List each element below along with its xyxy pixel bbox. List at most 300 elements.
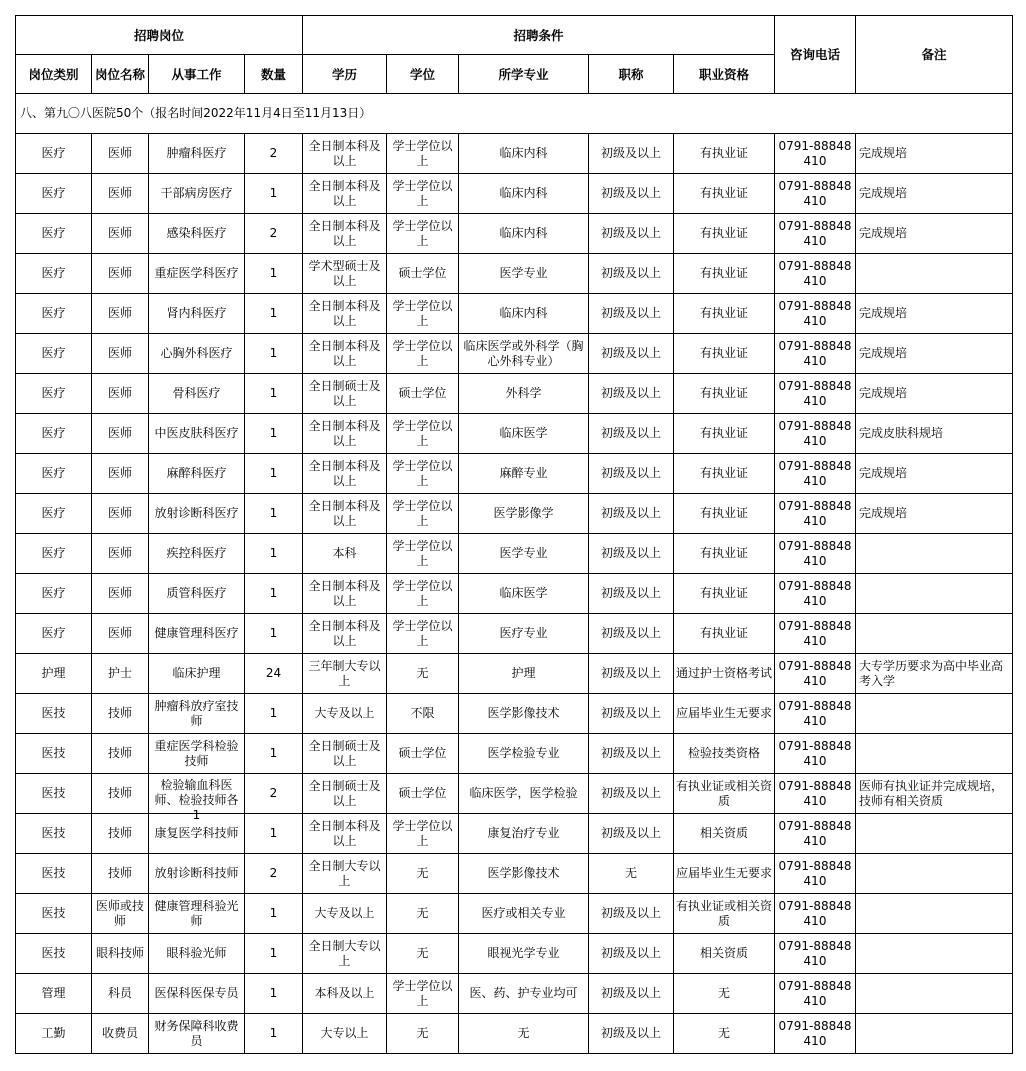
cell-count-text: 1: [269, 346, 278, 360]
cell-remark: [856, 334, 1013, 374]
cell-work-text: 麻醉科医疗: [166, 466, 227, 480]
cell-remark: [856, 894, 1013, 934]
cell-count: [245, 934, 303, 974]
cell-category: [16, 894, 92, 934]
cell-qualification-text: 有执业证: [699, 266, 748, 280]
cell-major: [459, 654, 589, 694]
cell-education: [303, 374, 387, 414]
cell-post: [92, 734, 149, 774]
cell-remark: [856, 534, 1013, 574]
cell-education-text: 全日制本科及以上: [308, 218, 381, 248]
cell-qualification: [674, 214, 775, 254]
cell-remark-text: 完成规培: [859, 306, 908, 320]
cell-title-text: 初级及以上: [600, 546, 661, 560]
cell-remark: [856, 574, 1013, 614]
cell-remark: [856, 1014, 1013, 1054]
cell-work: [149, 494, 245, 534]
cell-title: [589, 334, 674, 374]
cell-degree: [387, 654, 459, 694]
cell-degree-text: 学士学位以上: [392, 578, 453, 608]
cell-degree: [387, 974, 459, 1014]
cell-degree-text: 无: [416, 666, 429, 680]
cell-post: [92, 774, 149, 814]
cell-count: [245, 334, 303, 374]
cell-title: [589, 374, 674, 414]
header-qualification: 职业资格: [674, 55, 775, 94]
cell-category: [16, 614, 92, 654]
cell-count-text: 1: [269, 306, 278, 320]
cell-work-text: 骨科医疗: [172, 386, 221, 400]
cell-title-text: 初级及以上: [600, 266, 661, 280]
cell-category: [16, 974, 92, 1014]
cell-category-text: 医技: [41, 706, 66, 720]
cell-title: [589, 574, 674, 614]
cell-title-text: 初级及以上: [600, 746, 661, 760]
cell-remark-text: 完成规培: [859, 466, 908, 480]
cell-phone-text: 0791-88848410: [778, 538, 852, 568]
cell-work: [149, 654, 245, 694]
cell-post: [92, 294, 149, 334]
cell-major: [459, 574, 589, 614]
cell-major-text: 无: [517, 1026, 530, 1040]
cell-qualification-text: 有执业证或相关资质: [676, 898, 773, 928]
cell-phone-text: 0791-88848410: [778, 298, 852, 328]
cell-phone: [775, 414, 856, 454]
cell-work: [149, 574, 245, 614]
cell-qualification-text: 无: [717, 986, 730, 1000]
cell-education: [303, 574, 387, 614]
cell-major-text: 医、药、护专业均可: [469, 986, 578, 1000]
cell-category: [16, 174, 92, 214]
cell-title: [589, 774, 674, 814]
cell-remark: [856, 134, 1013, 174]
cell-post: [92, 254, 149, 294]
cell-phone-text: 0791-88848410: [778, 698, 852, 728]
cell-post: [92, 414, 149, 454]
cell-phone: [775, 534, 856, 574]
cell-education: [303, 694, 387, 734]
cell-education: [303, 494, 387, 534]
cell-remark: [856, 294, 1013, 334]
cell-count-text: 1: [269, 906, 278, 920]
cell-category-text: 医疗: [41, 266, 66, 280]
cell-category: [16, 854, 92, 894]
header-title: 职称: [589, 55, 674, 94]
cell-title: [589, 254, 674, 294]
cell-phone-text: 0791-88848410: [778, 418, 852, 448]
cell-degree-text: 学士学位以上: [392, 618, 453, 648]
cell-education: [303, 454, 387, 494]
cell-qualification-text: 有执业证: [699, 186, 748, 200]
cell-remark-text: 完成规培: [859, 186, 908, 200]
cell-category: [16, 934, 92, 974]
cell-category: [16, 534, 92, 574]
cell-post-text: 收费员: [101, 1026, 138, 1040]
cell-qualification: [674, 734, 775, 774]
cell-post: [92, 694, 149, 734]
cell-count: [245, 454, 303, 494]
cell-post: [92, 854, 149, 894]
cell-degree-text: 学士学位以上: [392, 218, 453, 248]
cell-title: [589, 494, 674, 534]
cell-qualification: [674, 174, 775, 214]
cell-work: [149, 174, 245, 214]
cell-major: [459, 894, 589, 934]
cell-major: [459, 134, 589, 174]
cell-education-text: 三年制大专以上: [308, 658, 381, 688]
table-row: [16, 374, 1013, 414]
cell-remark-text: 医师有执业证并完成规培，技师有相关资质: [859, 778, 1004, 808]
cell-count-text: 1: [269, 386, 278, 400]
cell-title-text: 初级及以上: [600, 706, 661, 720]
cell-degree-text: 学士学位以上: [392, 178, 453, 208]
cell-phone-text: 0791-88848410: [778, 1018, 852, 1048]
cell-post: [92, 1014, 149, 1054]
cell-major-text: 外科学: [505, 386, 542, 400]
cell-count: [245, 494, 303, 534]
cell-work: [149, 854, 245, 894]
cell-education-text: 全日制硕士及以上: [308, 738, 381, 768]
cell-remark: [856, 174, 1013, 214]
cell-category-text: 管理: [41, 986, 66, 1000]
cell-phone-text: 0791-88848410: [778, 178, 852, 208]
cell-count-text: 1: [269, 746, 278, 760]
cell-phone: [775, 894, 856, 934]
cell-qualification: [674, 614, 775, 654]
cell-remark-text: 大专学历要求为高中毕业高考入学: [859, 658, 1004, 688]
cell-degree: [387, 254, 459, 294]
table-row: [16, 494, 1013, 534]
cell-education: [303, 1014, 387, 1054]
cell-category: [16, 734, 92, 774]
cell-education: [303, 134, 387, 174]
cell-category: [16, 134, 92, 174]
cell-title-text: 初级及以上: [600, 826, 661, 840]
cell-education-text: 全日制硕士及以上: [308, 778, 381, 808]
cell-post-text: 医师: [107, 186, 132, 200]
cell-education-text: 全日制硕士及以上: [308, 378, 381, 408]
cell-major: [459, 334, 589, 374]
cell-major-text: 医疗或相关专业: [481, 906, 566, 920]
cell-count: [245, 694, 303, 734]
cell-count: [245, 654, 303, 694]
cell-education-text: 学术型硕士及以上: [308, 258, 381, 288]
cell-remark: [856, 214, 1013, 254]
cell-major-text: 临床内科: [499, 186, 548, 200]
header-major: 所学专业: [459, 55, 589, 94]
cell-phone-text: 0791-88848410: [778, 978, 852, 1008]
cell-post: [92, 174, 149, 214]
cell-qualification-text: 有执业证: [699, 346, 748, 360]
cell-education: [303, 174, 387, 214]
cell-phone: [775, 774, 856, 814]
table-row: [16, 934, 1013, 974]
cell-title-text: 初级及以上: [600, 226, 661, 240]
cell-work: [149, 254, 245, 294]
cell-education: [303, 614, 387, 654]
cell-education: [303, 894, 387, 934]
cell-category-text: 医疗: [41, 626, 66, 640]
cell-category-text: 医技: [41, 786, 66, 800]
cell-remark: [856, 654, 1013, 694]
cell-title-text: 初级及以上: [600, 786, 661, 800]
cell-major: [459, 814, 589, 854]
cell-count-text: 1: [269, 426, 278, 440]
cell-phone: [775, 254, 856, 294]
cell-major-text: 医学影像技术: [487, 706, 560, 720]
cell-phone: [775, 574, 856, 614]
cell-category-text: 医疗: [41, 546, 66, 560]
cell-qualification: [674, 974, 775, 1014]
cell-qualification: [674, 654, 775, 694]
cell-work: [149, 534, 245, 574]
cell-title: [589, 1014, 674, 1054]
cell-major: [459, 294, 589, 334]
cell-title-text: 初级及以上: [600, 626, 661, 640]
cell-major: [459, 694, 589, 734]
cell-title: [589, 654, 674, 694]
cell-post-text: 技师: [107, 866, 132, 880]
cell-work-text: 放射诊断科医疗: [154, 506, 239, 520]
cell-category-text: 工勤: [41, 1026, 66, 1040]
cell-phone: [775, 334, 856, 374]
cell-title: [589, 894, 674, 934]
header-phone: 咨询电话: [775, 16, 856, 94]
cell-category-text: 医疗: [41, 346, 66, 360]
cell-degree-text: 无: [416, 866, 429, 880]
cell-phone-text: 0791-88848410: [778, 618, 852, 648]
cell-remark: [856, 734, 1013, 774]
cell-work-text: 健康管理科医疗: [154, 626, 239, 640]
cell-work: [149, 334, 245, 374]
cell-major: [459, 974, 589, 1014]
cell-education: [303, 254, 387, 294]
cell-phone-text: 0791-88848410: [778, 258, 852, 288]
cell-work-text: 放射诊断科技师: [154, 866, 239, 880]
cell-qualification: [674, 1014, 775, 1054]
cell-count-text: 1: [269, 1026, 278, 1040]
cell-count: [245, 214, 303, 254]
cell-title: [589, 934, 674, 974]
cell-qualification-text: 应届毕业生无要求: [676, 706, 773, 720]
cell-category-text: 医疗: [41, 306, 66, 320]
cell-major-text: 眼视光学专业: [487, 946, 560, 960]
cell-count-text: 1: [269, 506, 278, 520]
cell-count-text: 1: [269, 466, 278, 480]
cell-count-text: 1: [269, 626, 278, 640]
cell-title: [589, 734, 674, 774]
cell-qualification: [674, 694, 775, 734]
cell-qualification: [674, 574, 775, 614]
cell-major-text: 康复治疗专业: [487, 826, 560, 840]
cell-post-text: 医师: [107, 586, 132, 600]
cell-title: [589, 214, 674, 254]
cell-phone-text: 0791-88848410: [778, 138, 852, 168]
cell-count-text: 2: [269, 866, 278, 880]
cell-degree: [387, 334, 459, 374]
cell-post-text: 技师: [107, 786, 132, 800]
cell-remark: [856, 374, 1013, 414]
cell-education-text: 全日制大专以上: [308, 858, 381, 888]
cell-phone: [775, 174, 856, 214]
cell-work-text: 健康管理科验光师: [154, 898, 239, 928]
cell-education-text: 本科: [332, 546, 357, 560]
cell-education-text: 全日制本科及以上: [308, 418, 381, 448]
cell-major: [459, 854, 589, 894]
cell-education: [303, 854, 387, 894]
cell-major-text: 临床医学或外科学（胸心外科专业）: [463, 338, 584, 368]
cell-post-text: 医师: [107, 466, 132, 480]
cell-title-text: 初级及以上: [600, 466, 661, 480]
cell-education-text: 全日制本科及以上: [308, 818, 381, 848]
cell-major: [459, 174, 589, 214]
cell-phone: [775, 134, 856, 174]
cell-post-text: 医师: [107, 346, 132, 360]
cell-post: [92, 534, 149, 574]
header-degree: 学位: [387, 55, 459, 94]
cell-education-text: 全日制本科及以上: [308, 178, 381, 208]
cell-degree: [387, 134, 459, 174]
cell-work: [149, 1014, 245, 1054]
cell-qualification-text: 检验技类资格: [687, 746, 760, 760]
cell-remark: [856, 494, 1013, 534]
cell-qualification: [674, 494, 775, 534]
cell-category-text: 医技: [41, 946, 66, 960]
cell-remark: [856, 774, 1013, 814]
cell-major-text: 临床医学: [499, 586, 548, 600]
cell-category-text: 医疗: [41, 386, 66, 400]
cell-qualification: [674, 934, 775, 974]
cell-category-text: 医技: [41, 746, 66, 760]
cell-degree: [387, 214, 459, 254]
cell-phone-text: 0791-88848410: [778, 938, 852, 968]
cell-category-text: 医疗: [41, 226, 66, 240]
cell-title-text: 初级及以上: [600, 306, 661, 320]
cell-remark: [856, 814, 1013, 854]
table-row: [16, 734, 1013, 774]
header-remark: 备注: [856, 16, 1013, 94]
cell-degree: [387, 934, 459, 974]
cell-count: [245, 374, 303, 414]
header-count: 数量: [245, 55, 303, 94]
cell-degree-text: 学士学位以上: [392, 418, 453, 448]
cell-degree-text: 学士学位以上: [392, 818, 453, 848]
cell-qualification-text: 有执业证: [699, 146, 748, 160]
cell-count: [245, 854, 303, 894]
cell-degree: [387, 614, 459, 654]
cell-work: [149, 694, 245, 734]
cell-degree: [387, 414, 459, 454]
cell-work-text: 临床护理: [172, 666, 221, 680]
cell-work: [149, 374, 245, 414]
cell-category: [16, 574, 92, 614]
cell-education: [303, 534, 387, 574]
table-row: [16, 614, 1013, 654]
cell-remark-text: 完成规培: [859, 146, 908, 160]
cell-qualification-text: 通过护士资格考试: [676, 666, 773, 680]
table-row: [16, 854, 1013, 894]
cell-major: [459, 214, 589, 254]
cell-post-text: 医师: [107, 426, 132, 440]
cell-phone: [775, 734, 856, 774]
table-row: [16, 574, 1013, 614]
cell-title: [589, 614, 674, 654]
cell-post: [92, 814, 149, 854]
cell-work-text: 质管科医疗: [166, 586, 227, 600]
cell-post: [92, 974, 149, 1014]
cell-phone: [775, 974, 856, 1014]
cell-remark-text: 完成规培: [859, 346, 908, 360]
cell-post: [92, 214, 149, 254]
cell-major: [459, 414, 589, 454]
cell-post-text: 医师: [107, 626, 132, 640]
cell-phone: [775, 694, 856, 734]
header-work: 从事工作: [149, 55, 245, 94]
cell-category: [16, 774, 92, 814]
cell-qualification: [674, 854, 775, 894]
cell-qualification: [674, 894, 775, 934]
cell-degree: [387, 574, 459, 614]
cell-phone-text: 0791-88848410: [778, 658, 852, 688]
table-row: [16, 294, 1013, 334]
cell-phone-text: 0791-88848410: [778, 738, 852, 768]
cell-education: [303, 774, 387, 814]
cell-major: [459, 494, 589, 534]
header-category: 岗位类别: [16, 55, 92, 94]
cell-qualification-text: 有执业证: [699, 386, 748, 400]
cell-category-text: 医技: [41, 906, 66, 920]
cell-degree-text: 学士学位以上: [392, 138, 453, 168]
cell-count: [245, 574, 303, 614]
cell-education: [303, 294, 387, 334]
cell-qualification: [674, 134, 775, 174]
cell-qualification: [674, 774, 775, 814]
cell-work-text: 肿瘤科放疗室技师: [154, 698, 239, 728]
cell-title-text: 初级及以上: [600, 346, 661, 360]
cell-phone: [775, 294, 856, 334]
cell-education-text: 大专以上: [320, 1026, 369, 1040]
cell-post-text: 眼科技师: [95, 946, 144, 960]
cell-title-text: 初级及以上: [600, 906, 661, 920]
cell-title: [589, 974, 674, 1014]
cell-phone: [775, 1014, 856, 1054]
cell-degree-text: 学士学位以上: [392, 298, 453, 328]
table-row: [16, 454, 1013, 494]
table-row: [16, 694, 1013, 734]
table-row: [16, 134, 1013, 174]
cell-phone-text: 0791-88848410: [778, 858, 852, 888]
table-row: [16, 174, 1013, 214]
cell-work-text: 干部病房医疗: [160, 186, 233, 200]
cell-title-text: 初级及以上: [600, 986, 661, 1000]
cell-count-text: 2: [269, 226, 278, 240]
cell-post: [92, 494, 149, 534]
cell-work: [149, 734, 245, 774]
cell-major: [459, 254, 589, 294]
cell-count: [245, 814, 303, 854]
cell-major-text: 临床内科: [499, 146, 548, 160]
cell-qualification: [674, 414, 775, 454]
cell-post-text: 医师: [107, 386, 132, 400]
cell-count: [245, 1014, 303, 1054]
cell-title: [589, 454, 674, 494]
cell-title: [589, 294, 674, 334]
cell-phone: [775, 854, 856, 894]
section-title: 八、第九〇八医院50个（报名时间2022年11月4日至11月13日）: [16, 94, 1013, 134]
header-group-conditions: 招聘条件: [303, 16, 775, 55]
cell-work: [149, 134, 245, 174]
cell-category-text: 医疗: [41, 506, 66, 520]
